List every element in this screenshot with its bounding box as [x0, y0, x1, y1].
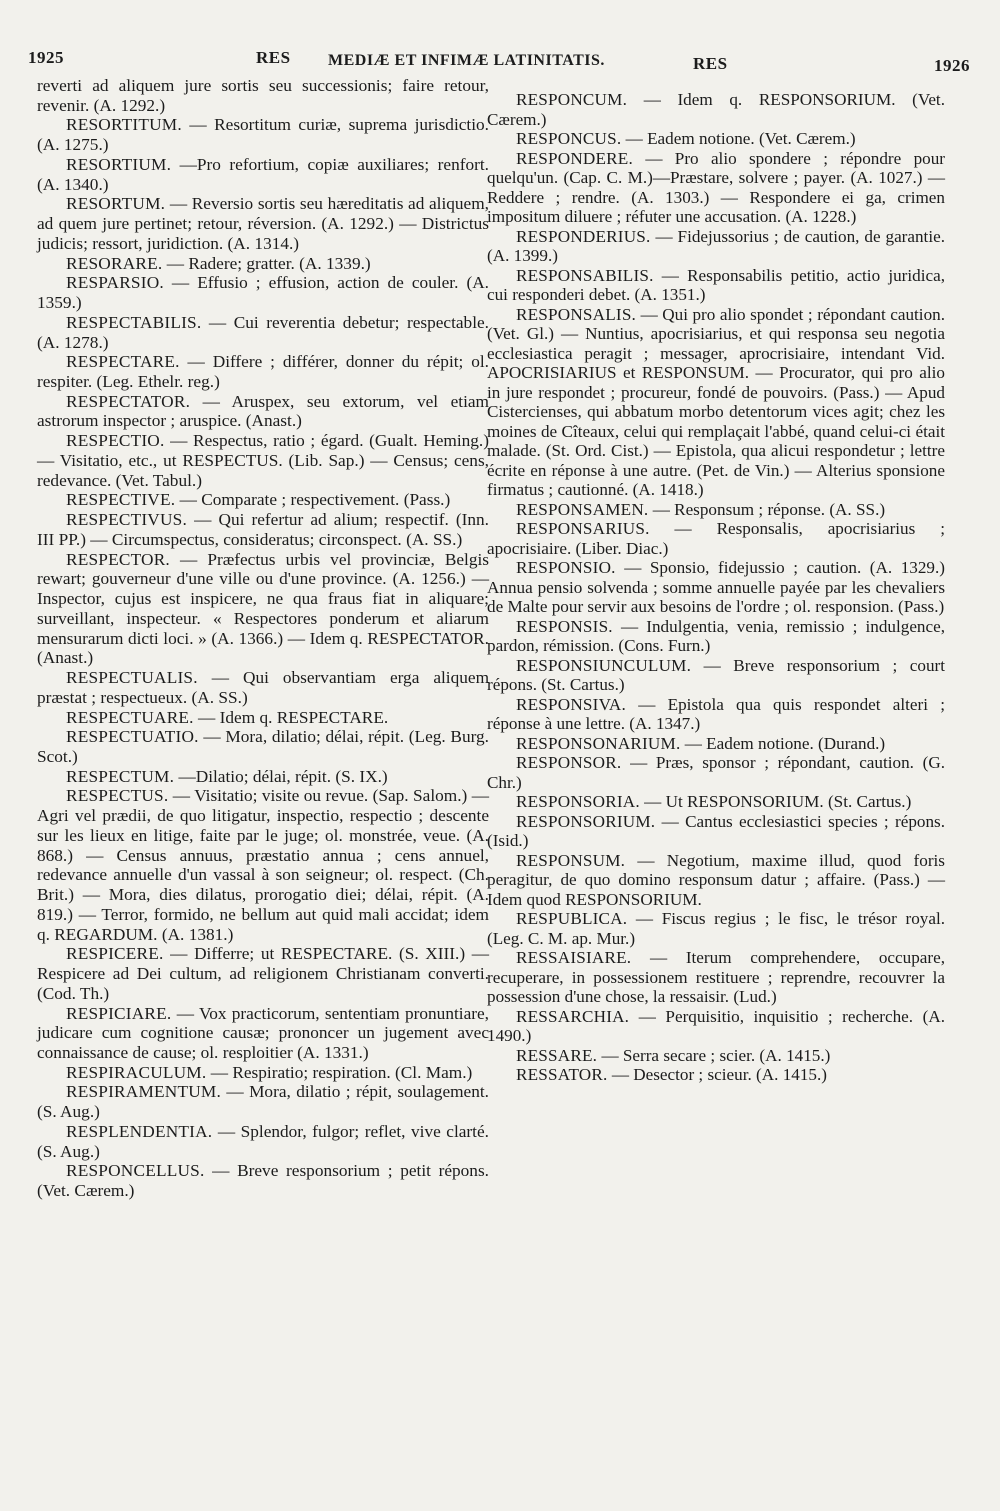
dictionary-entry [487, 753, 945, 792]
dictionary-entry [487, 500, 945, 520]
running-header [28, 40, 972, 80]
entry-headword: RESPONSALIS. [516, 304, 637, 324]
dictionary-entry [37, 1004, 489, 1063]
entry-definition: — Fiscus regius ; le fisc, le trésor royal. (Leg. C. M. ap. Mur.) [487, 909, 945, 948]
dictionary-entry [37, 708, 489, 728]
entry-definition: — Aruspex, seu extorum, vel etiam astrorum inspector ; aruspice. (Anast.) [37, 391, 489, 431]
left-column [37, 76, 489, 1201]
dictionary-entry [37, 767, 489, 787]
entry-headword: RESPONSORIUM. [516, 811, 656, 831]
dictionary-entry [37, 392, 489, 431]
running-title: MEDIÆ ET INFIMÆ LATINITATIS. [328, 52, 605, 69]
dictionary-entry [487, 909, 945, 948]
page-number-left: 1925 [28, 48, 64, 67]
dictionary-entry [487, 656, 945, 695]
entry-definition: — Mora, dilatio ; répit, soulagement. (S. Aug.) [37, 1082, 489, 1122]
dictionary-entry [487, 227, 945, 266]
dictionary-entry [487, 851, 945, 910]
entry-definition: — Epistola qua quis respondet alteri ; réponse à une lettre. (A. 1347.) [487, 694, 945, 733]
dictionary-entry [487, 1046, 945, 1066]
entry-definition: — Qui pro alio spondet ; répondant caution. (Vet. Gl.) — Nuntius, apocrisiarius, et qui responsa seu negotia ecclesiastica peragit ; messager, aprocrisiaire, intendant Vid. APOCRISIARIUS et RESPONSUM. — Procurator, qui pro alio in jure respondet ; procureur, fondé de pouvoirs. (Pass.) — Apud Cistercienses, qui abbatum morbo detentorum vices agit; chez les moines de Cîteaux, celui qui remplaçait l'abbé, quand celui-ci était malade. (St. Ord. Cist.) — Epistola, qua alicui respondetur ; lettre écrite en réponse à une autre. (Pet. de Vin.) — Alterius sponsione firmatus ; cautionné. (A. 1418.) [487, 304, 945, 499]
entry-definition: — Perquisitio, inquisitio ; recherche. (A. 1490.) [487, 1006, 945, 1045]
dictionary-entry [37, 1082, 489, 1121]
entry-headword: RESPECTUM. [66, 766, 175, 786]
entry-definition: — Vox practicorum, sententiam pronuntiare, judicare cum cognitione causæ; prononcer un jugement avec connaissance de cause; ol. resploitier (A. 1331.) [37, 1003, 489, 1062]
entry-definition: — Responsum ; réponse. (A. SS.) [652, 499, 886, 519]
entry-definition: — Resortitum curiæ, suprema jurisdictio. (A. 1275.) [37, 115, 489, 155]
entry-definition: —Pro refortium, copiæ auxiliares; renfort. (A. 1340.) [37, 154, 489, 194]
entry-definition: reverti ad aliquem jure sortis seu successionis; faire retour, revenir. (A. 1292.) [37, 76, 489, 115]
dictionary-entry [487, 792, 945, 812]
dictionary-entry [487, 617, 945, 656]
entry-definition: — Qui observantiam erga aliquem præstat ; respectueux. (A. SS.) [37, 668, 490, 707]
entry-definition: — Qui refertur ad alium; respectif. (Inn. III PP.) — Circumspectus, consideratus; circonspect. (A. SS.) [37, 510, 489, 549]
dictionary-entry [37, 431, 489, 490]
entry-headword: RESPICERE. [66, 944, 164, 964]
entry-headword: RESPONCUS. [516, 129, 622, 148]
entry-headword: RESSARE. [516, 1045, 598, 1065]
entry-headword: RESPECTIVUS. [66, 510, 187, 530]
entry-definition: — Respiratio; respiration. (Cl. Mam.) [210, 1062, 473, 1082]
entry-headword: RESPECTIVE. [66, 490, 176, 510]
dictionary-entry [37, 115, 489, 154]
entry-headword: RESPONSUM. [516, 850, 626, 870]
entry-headword: RESPONSORIA. [516, 792, 640, 811]
entry-headword: RESPONSABILIS. [516, 265, 654, 285]
entry-headword: RESORTIUM. [66, 154, 172, 174]
entry-definition: — Responsalis, apocrisiarius ; apocrisiaire. (Liber. Diac.) [487, 519, 945, 558]
entry-definition: — Breve responsorium ; petit répons. (Vet. Cærem.) [37, 1161, 489, 1201]
entry-headword: RESPECTATOR. [66, 391, 191, 411]
entry-definition: — Comparate ; respectivement. (Pass.) [179, 490, 451, 510]
entry-headword: RESPECTIO. [66, 431, 165, 451]
entry-definition: — Præfectus urbis vel provinciæ, Belgis rewart; gouverneur d'une ville ou d'une province. (A. 1256.) — Inspector, cujus est inspicere, ne qua fraus fiat in aliquare; surveillant, inspecteur. « Respectores ponderum et aliarum mensurarum dicti loci. » (A. 1366.) — Idem q. RESPECTATOR. (Anast.) [37, 549, 489, 668]
entry-definition: — Effusio ; effusion, action de couler. (A. 1359.) [37, 273, 489, 313]
page-number-right: 1926 [934, 56, 970, 75]
dictionary-entry [37, 550, 489, 668]
entry-headword: RESPLENDENTIA. [66, 1121, 213, 1141]
dictionary-entry [487, 90, 945, 129]
dictionary-entry [37, 313, 489, 352]
entry-definition: — Mora, dilatio; délai, répit. (Leg. Burg. Scot.) [37, 727, 489, 766]
entry-headword: RESSAISIARE. [516, 948, 632, 967]
entry-definition: — Negotium, maxime illud, quod foris peragitur, de quo domino responsum datur ; affaire. (Pass.) — Idem quod RESPONSORIUM. [487, 850, 945, 909]
entry-headword: RESPECTARE. [66, 352, 180, 372]
guide-word-left: RES [256, 48, 291, 67]
entry-definition: — Breve responsorium ; court répons. (St. Cartus.) [487, 655, 945, 694]
entry-headword: RESPONSARIUS. [516, 519, 650, 538]
entry-headword: RESPECTUARE. [66, 707, 194, 727]
dictionary-entry [37, 668, 489, 707]
entry-definition: — Respectus, ratio ; égard. (Gualt. Heming.)— Visitatio, etc., ut RESPECTUS. (Lib. Sap.) — Census; cens, redevance. (Vet. Tabul.) [37, 431, 489, 490]
dictionary-entry [487, 948, 945, 1007]
entry-headword: RESPARSIO. [66, 273, 164, 293]
dictionary-entry [37, 352, 489, 391]
entry-headword: RESPONSONARIUM. [516, 733, 681, 753]
dictionary-entry [487, 519, 945, 558]
dictionary-entry [487, 695, 945, 734]
entry-headword: RESPECTUALIS. [66, 668, 198, 688]
dictionary-entry [487, 812, 945, 851]
dictionary-entry [487, 1007, 945, 1046]
right-column [487, 90, 945, 1085]
entry-definition: — Iterum comprehendere, occupare, recuperare, in possessionem restituere ; reprendre, recouvrer la possession d'une chose, la ressaisir. (Lud.) [487, 948, 945, 1006]
entry-definition: — Responsabilis petitio, actio juridica, cui responderi debet. (A. 1351.) [487, 265, 945, 304]
entry-definition: — Idem q. RESPONSORIUM. (Vet. Cærem.) [487, 90, 945, 129]
dictionary-entry [487, 149, 945, 227]
entry-headword: RESPECTOR. [66, 549, 170, 569]
entry-definition: — Præs, sponsor ; répondant, caution. (G. Chr.) [487, 753, 945, 792]
entry-headword: RESPIRACULUM. [66, 1062, 207, 1082]
dictionary-entry [487, 266, 945, 305]
dictionary-entry [37, 510, 489, 549]
entry-headword: RESPIRAMENTUM. [66, 1082, 221, 1102]
entry-definition: — Fidejussorius ; de caution, de garantie. (A. 1399.) [487, 226, 945, 265]
entry-definition: — Splendor, fulgor; reflet, vive clarté. (S. Aug.) [37, 1121, 489, 1161]
dictionary-entry [487, 1065, 945, 1085]
dictionary-entry [487, 305, 945, 500]
entry-definition: — Serra secare ; scier. (A. 1415.) [601, 1045, 831, 1065]
dictionary-entry [37, 76, 489, 115]
entry-definition: — Ut RESPONSORIUM. (St. Cartus.) [644, 792, 912, 811]
entry-headword: RESSARCHIA. [516, 1006, 630, 1026]
dictionary-entry [37, 786, 489, 944]
entry-definition: —Dilatio; délai, répit. (S. IX.) [178, 766, 388, 786]
entry-headword: RESPICIARE. [66, 1003, 172, 1023]
guide-word-right: RES [693, 54, 728, 73]
entry-definition: — Cantus ecclesiastici species ; répons. (Isid.) [487, 811, 945, 850]
dictionary-entry [37, 155, 489, 194]
entry-headword: RESPONCELLUS. [66, 1161, 205, 1181]
dictionary-entry [487, 734, 945, 754]
entry-definition: — Reversio sortis seu hæreditatis ad aliquem, ad quem jure pertinet; retour, réversion. (A. 1292.) — Districtus judicis; ressort, juridiction. (A. 1314.) [37, 194, 489, 253]
dictionary-entry [37, 194, 489, 253]
dictionary-entry [487, 129, 945, 149]
entry-headword: RESPONSIUNCULUM. [516, 655, 692, 675]
entry-definition: — Differe ; différer, donner du répit; ol. respiter. (Leg. Ethelr. reg.) [37, 352, 489, 392]
entry-definition: — Eadem notione. (Vet. Cærem.) [625, 129, 856, 148]
dictionary-entry [37, 1063, 489, 1083]
entry-headword: RESPONDERE. [516, 148, 633, 168]
entry-definition: — Differre; ut RESPECTARE. (S. XIII.) — Respicere ad Dei cultum, ad religionem Christianam converti. (Cod. Th.) [37, 944, 489, 1003]
entry-headword: RESPONDERIUS. [516, 226, 651, 246]
entry-headword: RESPECTABILIS. [66, 312, 202, 332]
entry-headword: RESPONSIVA. [516, 694, 626, 714]
entry-headword: RESPONSOR. [516, 753, 622, 772]
entry-headword: RESPONSIO. [516, 558, 616, 577]
entry-headword: RESPUBLICA. [516, 909, 628, 928]
dictionary-entry [37, 254, 489, 274]
entry-definition: — Eadem notione. (Durand.) [684, 733, 886, 753]
entry-definition: — Cui reverentia debetur; respectable. (A. 1278.) [37, 312, 489, 352]
entry-headword: RESORARE. [66, 253, 163, 273]
dictionary-entry [487, 558, 945, 617]
entry-headword: RESORTUM. [66, 194, 166, 214]
dictionary-entry [37, 273, 489, 312]
entry-definition: — Visitatio; visite ou revue. (Sap. Salom.) — Agri vel prædii, de quo litigatur, inspectio, respectio ; descente sur les lieux en litige, faite par le juge; ol. monstrée, veue. (A. 868.) — Census annuus, præstatio annua ; cens annuel, redevance annuelle d'un vassal à son seigneur; ol. respect. (Ch. Brit.) — Mora, dies dilatus, prorogatio diei; délai, répit. (A. 819.) — Terror, formido, ne bellum aut quid mali accidat; idem q. REGARDUM. (A. 1381.) [37, 786, 489, 944]
dictionary-entry [37, 944, 489, 1003]
entry-definition: — Indulgentia, venia, remissio ; indulgence, pardon, rémission. (Cons. Furn.) [487, 616, 945, 655]
entry-headword: RESPONCUM. [516, 90, 628, 109]
entry-headword: RESPECTUS. [66, 786, 169, 806]
entry-definition: — Idem q. RESPECTARE. [198, 707, 389, 727]
entry-definition: — Pro alio spondere ; répondre pour quelqu'un. (Cap. C. M.)—Præstare, solvere ; payer. (A. 1027.) — Reddere ; rendre. (A. 1303.) — Respondere ei ga, crimen impositum diluere ; réfuter une accusation. (A. 1228.) [487, 148, 945, 226]
entry-definition: — Radere; gratter. (A. 1339.) [166, 253, 371, 273]
entry-headword: RESPECTUATIO. [66, 727, 199, 747]
dictionary-entry [37, 490, 489, 510]
entry-headword: RESORTITUM. [66, 115, 182, 135]
entry-definition: — Desector ; scieur. (A. 1415.) [611, 1065, 827, 1084]
entry-headword: RESPONSAMEN. [516, 499, 649, 519]
dictionary-entry [37, 1161, 489, 1200]
entry-headword: RESPONSIS. [516, 616, 613, 636]
entry-definition: — Sponsio, fidejussio ; caution. (A. 1329.) Annua pensio solvenda ; somme annuelle payée par les chevaliers de Malte pour servir aux besoins de l'ordre ; ol. responsion. (Pass.) [487, 558, 945, 616]
dictionary-entry [37, 727, 489, 766]
entry-headword: RESSATOR. [516, 1065, 608, 1084]
dictionary-entry [37, 1122, 489, 1161]
